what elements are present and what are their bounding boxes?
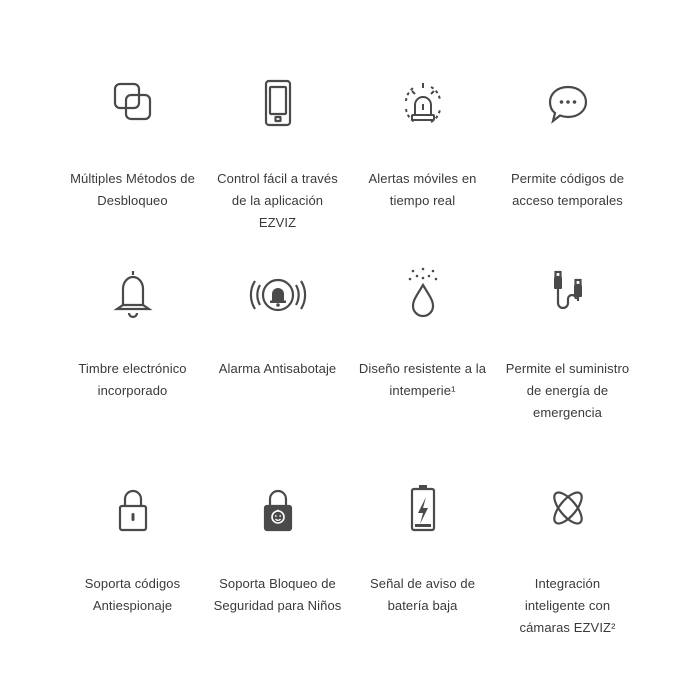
feature-mobile-alerts [350, 75, 495, 265]
feature-label: Control fácil a través de la aplicación EZVIZ [217, 171, 338, 230]
feature-temporary-codes [495, 75, 640, 265]
feature-label: Diseño resistente a la intemperie¹ [358, 361, 487, 398]
bell-icon [103, 265, 163, 325]
feature-label: Alertas móviles en tiempo real [368, 171, 477, 208]
feature-anti-peep-codes [60, 480, 205, 680]
alarm-light-icon [393, 75, 453, 135]
feature-app-control [205, 75, 350, 265]
child-lock-icon [248, 480, 308, 540]
feature-doorbell [60, 265, 205, 480]
feature-label: Señal de aviso de batería baja [369, 576, 476, 613]
usb-cable-icon [538, 265, 598, 325]
feature-ezviz-camera-integration [495, 480, 640, 680]
feature-weather-resistant [350, 265, 495, 480]
chat-bubble-code-icon [538, 75, 598, 135]
feature-label: Alarma Antisabotaje [218, 361, 337, 376]
feature-low-battery-warning [350, 480, 495, 680]
low-battery-icon [393, 480, 453, 540]
atom-integration-icon [538, 480, 598, 540]
feature-anti-tamper-alarm [205, 265, 350, 480]
features-grid [60, 75, 640, 680]
feature-label: Soporta Bloqueo de Seguridad para Niños [213, 576, 342, 613]
feature-label: Permite códigos de acceso temporales [510, 171, 625, 208]
water-drop-icon [393, 265, 453, 325]
feature-label: Soporta códigos Antiespionaje [84, 576, 181, 613]
overlapping-squares-icon [103, 75, 163, 135]
alarm-bell-icon [248, 265, 308, 325]
feature-label: Múltiples Métodos de Desbloqueo [70, 171, 195, 208]
feature-label: Integración inteligente con cámaras EZVIZ² [519, 576, 616, 635]
smartphone-icon [248, 75, 308, 135]
feature-child-safety-lock [205, 480, 350, 680]
feature-label: Permite el suministro de energía de emergencia [505, 361, 630, 420]
padlock-icon [103, 480, 163, 540]
feature-emergency-power [495, 265, 640, 480]
feature-label: Timbre electrónico incorporado [78, 361, 187, 398]
feature-multiple-unlock-methods [60, 75, 205, 265]
